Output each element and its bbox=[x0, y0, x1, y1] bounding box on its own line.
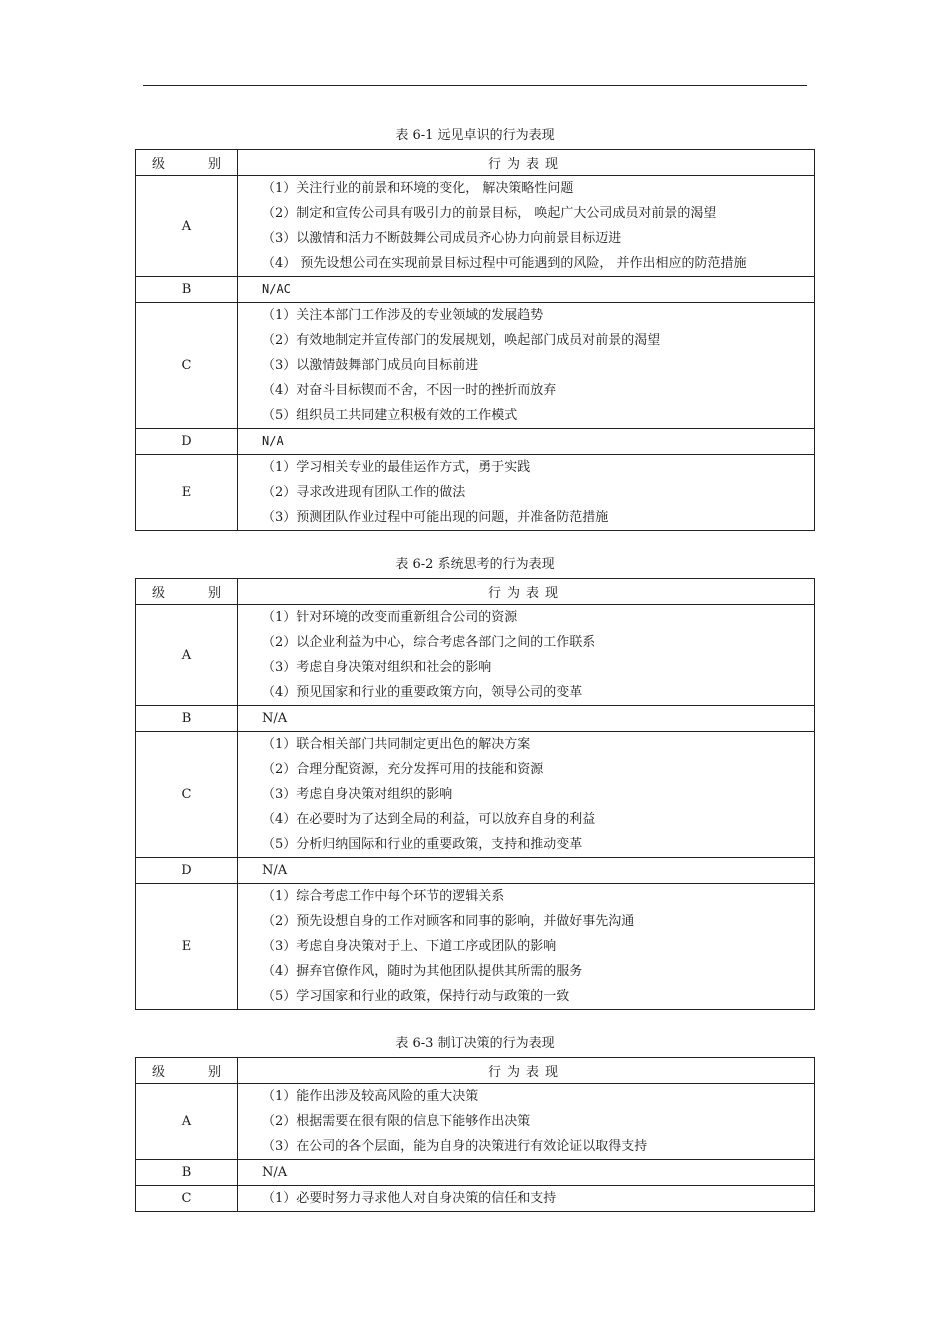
level-cell: B bbox=[136, 1160, 238, 1186]
list-item: （1）关注本部门工作涉及的专业领域的发展趋势 bbox=[262, 308, 544, 323]
list-item: （3）在公司的各个层面，能为自身的决策进行有效论证以取得支持 bbox=[262, 1139, 648, 1154]
header-level: 级 别 bbox=[136, 1058, 238, 1084]
header-level: 级 别 bbox=[136, 150, 238, 176]
level-cell: C bbox=[136, 732, 238, 858]
list-item: （2）制定和宣传公司具有吸引力的前景目标， 唤起广大公司成员对前景的渴望 bbox=[262, 206, 717, 221]
list-item: （2）根据需要在很有限的信息下能够作出决策 bbox=[262, 1114, 531, 1129]
list-item: （2）预先设想自身的工作对顾客和同事的影响，并做好事先沟通 bbox=[262, 914, 635, 929]
level-cell: E bbox=[136, 455, 238, 531]
level-cell: C bbox=[136, 303, 238, 429]
table-row bbox=[136, 176, 815, 277]
list-item: N/A bbox=[262, 1165, 288, 1180]
list-item: （4）摒弃官僚作风，随时为其他团队提供其所需的服务 bbox=[262, 964, 583, 979]
table-row bbox=[136, 858, 815, 884]
table-row bbox=[136, 884, 815, 1010]
list-item: （1）学习相关专业的最佳运作方式，勇于实践 bbox=[262, 460, 531, 475]
list-item: （3）预测团队作业过程中可能出现的问题，并准备防范措施 bbox=[262, 510, 609, 525]
level-cell: D bbox=[136, 858, 238, 884]
list-item: N/A bbox=[262, 863, 288, 878]
table-row bbox=[136, 1160, 815, 1186]
table-row bbox=[136, 706, 815, 732]
table-6-3 bbox=[135, 1057, 815, 1212]
list-item: （5）分析归纳国际和行业的重要政策，支持和推动变革 bbox=[262, 837, 583, 852]
list-item: （3）以激情鼓舞部门成员向目标前进 bbox=[262, 358, 479, 373]
list-item: （1）必要时努力寻求他人对自身决策的信任和支持 bbox=[262, 1191, 557, 1206]
table-row bbox=[136, 732, 815, 858]
list-item: （2）合理分配资源，充分发挥可用的技能和资源 bbox=[262, 762, 544, 777]
table-caption-6-1: 表 6-1 远见卓识的行为表现 bbox=[395, 128, 555, 143]
list-item: （1）能作出涉及较高风险的重大决策 bbox=[262, 1089, 479, 1104]
list-item: （4） 预先设想公司在实现前景目标过程中可能遇到的风险， 并作出相应的防范措施 bbox=[262, 256, 747, 271]
list-item: （2）有效地制定并宣传部门的发展规划，唤起部门成员对前景的渴望 bbox=[262, 333, 661, 348]
header-level: 级 别 bbox=[136, 579, 238, 605]
level-cell: C bbox=[136, 1186, 238, 1212]
list-item: （2）寻求改进现有团队工作的做法 bbox=[262, 485, 466, 500]
list-item: （1）联合相关部门共同制定更出色的解决方案 bbox=[262, 737, 531, 752]
level-cell: A bbox=[136, 605, 238, 706]
list-item: （5）学习国家和行业的政策，保持行动与政策的一致 bbox=[262, 989, 570, 1004]
list-item: （1）关注行业的前景和环境的变化， 解决策略性问题 bbox=[262, 181, 574, 196]
list-item: （3）考虑自身决策对于上、下道工序或团队的影响 bbox=[262, 939, 557, 954]
level-cell: B bbox=[136, 277, 238, 303]
table-6-2 bbox=[135, 578, 815, 1010]
level-cell: E bbox=[136, 884, 238, 1010]
header-behavior: 行为表现 bbox=[238, 150, 815, 176]
table-row bbox=[136, 277, 815, 303]
header-behavior: 行为表现 bbox=[238, 1058, 815, 1084]
list-item: （4）对奋斗目标锲而不舍，不因一时的挫折而放弃 bbox=[262, 383, 557, 398]
list-item: （3）考虑自身决策对组织和社会的影响 bbox=[262, 660, 492, 675]
list-item: （3）以激情和活力不断鼓舞公司成员齐心协力向前景目标迈进 bbox=[262, 231, 622, 246]
list-item: （1）综合考虑工作中每个环节的逻辑关系 bbox=[262, 889, 505, 904]
table-row bbox=[136, 605, 815, 706]
table-row bbox=[136, 455, 815, 531]
table-row bbox=[136, 303, 815, 429]
table-6-1 bbox=[135, 149, 815, 531]
level-cell: B bbox=[136, 706, 238, 732]
table-caption-6-2: 表 6-2 系统思考的行为表现 bbox=[395, 557, 555, 572]
list-item: （5）组织员工共同建立积极有效的工作模式 bbox=[262, 408, 518, 423]
level-cell: A bbox=[136, 1084, 238, 1160]
list-item: （1）针对环境的改变而重新组合公司的资源 bbox=[262, 610, 518, 625]
level-cell: D bbox=[136, 429, 238, 455]
table-row bbox=[136, 1186, 815, 1212]
list-item: N/A bbox=[262, 434, 284, 448]
list-item: （4）预见国家和行业的重要政策方向，领导公司的变革 bbox=[262, 685, 583, 700]
table-caption-6-3: 表 6-3 制订决策的行为表现 bbox=[395, 1036, 555, 1051]
table-row bbox=[136, 429, 815, 455]
list-item: N/A bbox=[262, 711, 288, 726]
table-row bbox=[136, 1084, 815, 1160]
list-item: （2）以企业利益为中心，综合考虑各部门之间的工作联系 bbox=[262, 635, 596, 650]
list-item: （4）在必要时为了达到全局的利益，可以放弃自身的利益 bbox=[262, 812, 596, 827]
list-item: （3）考虑自身决策对组织的影响 bbox=[262, 787, 453, 802]
header-behavior: 行为表现 bbox=[238, 579, 815, 605]
header-rule bbox=[143, 85, 807, 86]
list-item: N/AC bbox=[262, 282, 291, 296]
level-cell: A bbox=[136, 176, 238, 277]
